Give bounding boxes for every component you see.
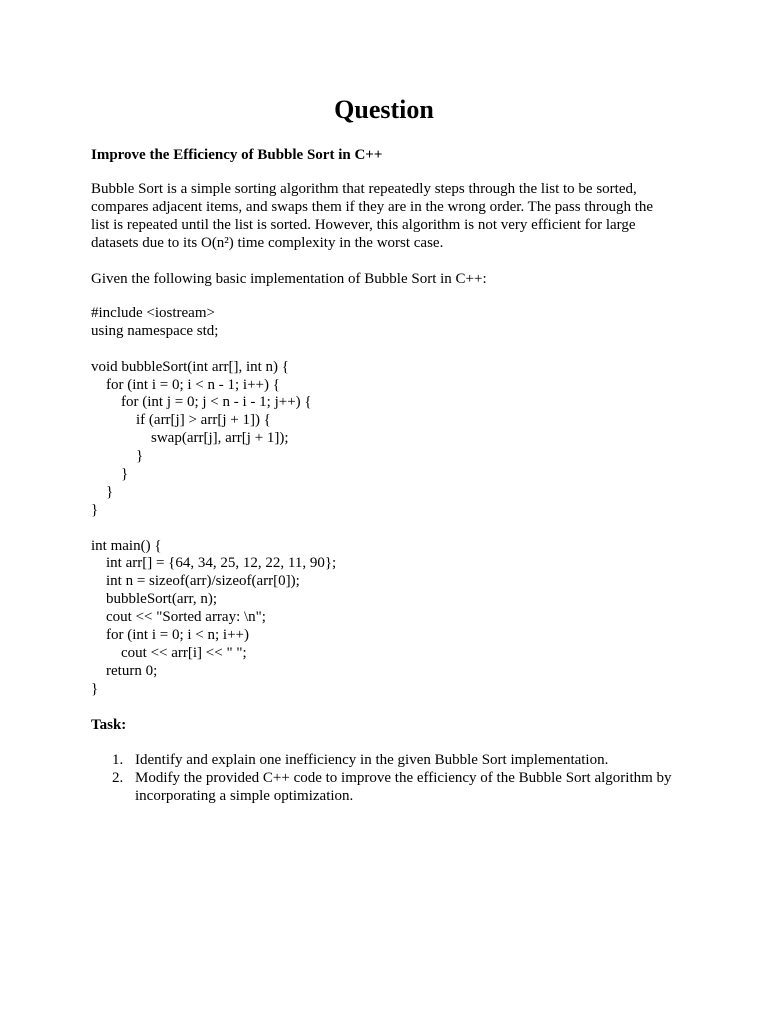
task-heading: Task:	[91, 717, 127, 733]
code-line: int n = sizeof(arr)/sizeof(arr[0]);	[91, 573, 300, 590]
given-implementation-text: Given the following basic implementation of Bubble Sort in C++:	[91, 271, 487, 287]
task-list	[91, 751, 691, 805]
code-line: for (int j = 0; j < n - i - 1; j++) {	[91, 394, 312, 411]
code-line: for (int i = 0; i < n; i++)	[91, 627, 249, 644]
task-line: Identify and explain one inefficiency in the given Bubble Sort implementation.	[135, 752, 609, 768]
question-subtitle: Improve the Efficiency of Bubble Sort in C++	[91, 147, 383, 163]
task-line: incorporating a simple optimization.	[135, 788, 354, 804]
intro-paragraph	[91, 180, 691, 252]
code-line: }	[91, 501, 99, 518]
code-line	[91, 520, 691, 538]
code-line: cout << arr[i] << " ";	[91, 644, 247, 661]
task-number: 2.	[112, 770, 124, 786]
intro-line: compares adjacent items, and swaps them if they are in the wrong order. The pass through the	[91, 199, 654, 215]
task-line: Modify the provided C++ code to improve the efficiency of the Bubble Sort algorithm by	[135, 770, 672, 786]
intro-line: datasets due to its O(n²) time complexity in the worst case.	[91, 235, 444, 251]
intro-line: Bubble Sort is a simple sorting algorithm that repeatedly steps through the list to be sorted,	[91, 181, 637, 197]
code-line	[91, 341, 691, 359]
intro-line: list is repeated until the list is sorted. However, this algorithm is not very efficient for large	[91, 217, 636, 233]
code-line: }	[91, 483, 114, 500]
code-line: for (int i = 0; i < n - 1; i++) {	[91, 376, 280, 393]
code-block	[91, 305, 691, 699]
code-line: swap(arr[j], arr[j + 1]);	[91, 430, 289, 447]
code-line: int main() {	[91, 537, 162, 554]
code-line: int arr[] = {64, 34, 25, 12, 22, 11, 90};	[91, 555, 337, 572]
code-line: }	[91, 448, 144, 465]
code-line: #include <iostream>	[91, 305, 215, 321]
task-number: 1.	[112, 752, 124, 768]
code-line: }	[91, 466, 129, 483]
task-item	[91, 751, 691, 769]
code-line: return 0;	[91, 662, 158, 679]
code-line: if (arr[j] > arr[j + 1]) {	[91, 412, 271, 429]
code-line: bubbleSort(arr, n);	[91, 591, 218, 608]
page-title: Question	[334, 95, 434, 124]
code-line: }	[91, 680, 99, 697]
code-line: void bubbleSort(int arr[], int n) {	[91, 358, 289, 375]
code-line: using namespace std;	[91, 322, 219, 339]
task-item	[91, 769, 691, 805]
code-line: cout << "Sorted array: \n";	[91, 609, 266, 626]
